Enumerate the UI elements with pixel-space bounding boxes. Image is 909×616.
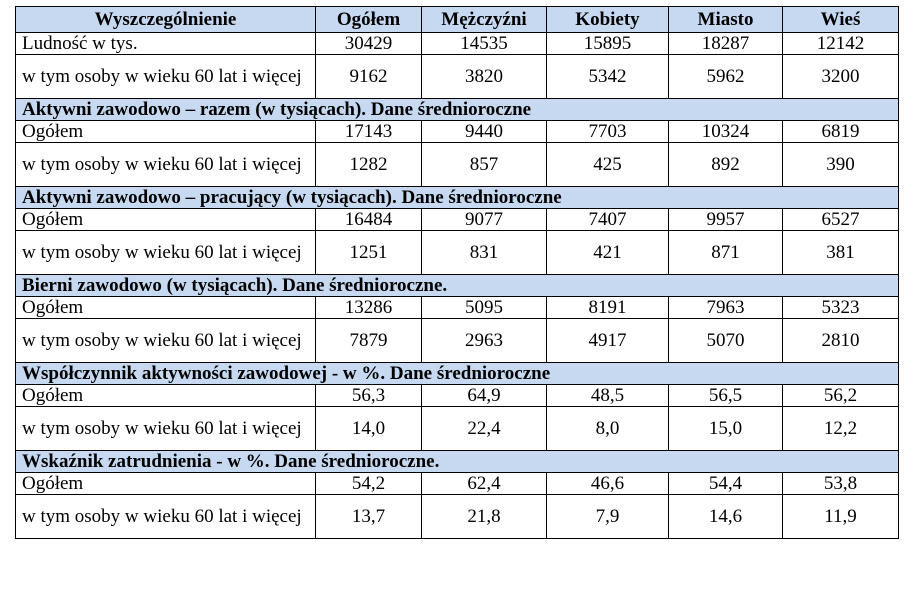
section-title: Wskaźnik zatrudnienia - w %. Dane średnioroczne.: [16, 451, 899, 473]
table-row: [16, 231, 899, 275]
cell-total: 30429: [316, 33, 422, 55]
cell-men: 831: [422, 231, 547, 275]
cell-men: 64,9: [422, 385, 547, 407]
table-row: [16, 143, 899, 187]
row-label: w tym osoby w wieku 60 lat i więcej: [16, 55, 316, 99]
cell-women: 425: [547, 143, 669, 187]
cell-men: 14535: [422, 33, 547, 55]
cell-women: 5342: [547, 55, 669, 99]
cell-village: 11,9: [783, 495, 899, 539]
cell-total: 1282: [316, 143, 422, 187]
header-cell-total: Ogółem: [316, 7, 422, 33]
row-label: w tym osoby w wieku 60 lat i więcej: [16, 231, 316, 275]
cell-village: 6527: [783, 209, 899, 231]
row-label: Ludność w tys.: [16, 33, 316, 55]
header-cell-category: Wyszczególnienie: [16, 7, 316, 33]
cell-women: 421: [547, 231, 669, 275]
cell-men: 62,4: [422, 473, 547, 495]
cell-city: 18287: [669, 33, 783, 55]
header-row: [16, 7, 899, 33]
cell-men: 21,8: [422, 495, 547, 539]
cell-total: 7879: [316, 319, 422, 363]
row-label: Ogółem: [16, 121, 316, 143]
cell-total: 56,3: [316, 385, 422, 407]
cell-village: 12,2: [783, 407, 899, 451]
cell-women: 4917: [547, 319, 669, 363]
table-body: [16, 33, 899, 539]
section-header-row: [16, 275, 899, 297]
row-label: Ogółem: [16, 473, 316, 495]
cell-total: 16484: [316, 209, 422, 231]
cell-women: 7703: [547, 121, 669, 143]
cell-men: 5095: [422, 297, 547, 319]
cell-women: 7407: [547, 209, 669, 231]
cell-city: 7963: [669, 297, 783, 319]
cell-village: 5323: [783, 297, 899, 319]
row-label: Ogółem: [16, 209, 316, 231]
cell-city: 5962: [669, 55, 783, 99]
cell-total: 54,2: [316, 473, 422, 495]
row-label: Ogółem: [16, 297, 316, 319]
cell-village: 381: [783, 231, 899, 275]
cell-men: 9077: [422, 209, 547, 231]
cell-total: 17143: [316, 121, 422, 143]
cell-total: 14,0: [316, 407, 422, 451]
cell-village: 6819: [783, 121, 899, 143]
row-label: Ogółem: [16, 385, 316, 407]
cell-women: 48,5: [547, 385, 669, 407]
table-row: [16, 407, 899, 451]
section-title: Aktywni zawodowo – pracujący (w tysiącach). Dane średnioroczne: [16, 187, 899, 209]
cell-total: 1251: [316, 231, 422, 275]
cell-women: 8,0: [547, 407, 669, 451]
cell-women: 7,9: [547, 495, 669, 539]
cell-men: 3820: [422, 55, 547, 99]
cell-women: 46,6: [547, 473, 669, 495]
cell-city: 871: [669, 231, 783, 275]
row-label: w tym osoby w wieku 60 lat i więcej: [16, 319, 316, 363]
cell-total: 13286: [316, 297, 422, 319]
cell-village: 53,8: [783, 473, 899, 495]
cell-men: 857: [422, 143, 547, 187]
cell-total: 13,7: [316, 495, 422, 539]
section-header-row: [16, 451, 899, 473]
section-header-row: [16, 187, 899, 209]
table-row: [16, 319, 899, 363]
cell-village: 390: [783, 143, 899, 187]
table-row: [16, 209, 899, 231]
header-cell-men: Mężczyźni: [422, 7, 547, 33]
cell-women: 15895: [547, 33, 669, 55]
cell-total: 9162: [316, 55, 422, 99]
cell-city: 9957: [669, 209, 783, 231]
cell-city: 14,6: [669, 495, 783, 539]
row-label: w tym osoby w wieku 60 lat i więcej: [16, 143, 316, 187]
cell-men: 22,4: [422, 407, 547, 451]
cell-village: 3200: [783, 55, 899, 99]
table-row: [16, 33, 899, 55]
table-row: [16, 297, 899, 319]
cell-women: 8191: [547, 297, 669, 319]
section-title: Aktywni zawodowo – razem (w tysiącach). Dane średnioroczne: [16, 99, 899, 121]
cell-city: 10324: [669, 121, 783, 143]
cell-men: 9440: [422, 121, 547, 143]
section-title: Współczynnik aktywności zawodowej - w %. Dane średnioroczne: [16, 363, 899, 385]
cell-village: 12142: [783, 33, 899, 55]
table-row: [16, 473, 899, 495]
cell-city: 892: [669, 143, 783, 187]
table-row: [16, 121, 899, 143]
table-row: [16, 385, 899, 407]
header-cell-women: Kobiety: [547, 7, 669, 33]
cell-city: 56,5: [669, 385, 783, 407]
cell-city: 15,0: [669, 407, 783, 451]
table-row: [16, 495, 899, 539]
cell-village: 2810: [783, 319, 899, 363]
cell-men: 2963: [422, 319, 547, 363]
cell-city: 54,4: [669, 473, 783, 495]
statistics-table: [15, 6, 899, 539]
cell-city: 5070: [669, 319, 783, 363]
row-label: w tym osoby w wieku 60 lat i więcej: [16, 407, 316, 451]
section-header-row: [16, 99, 899, 121]
table-row: [16, 55, 899, 99]
section-header-row: [16, 363, 899, 385]
section-title: Bierni zawodowo (w tysiącach). Dane średnioroczne.: [16, 275, 899, 297]
cell-village: 56,2: [783, 385, 899, 407]
row-label: w tym osoby w wieku 60 lat i więcej: [16, 495, 316, 539]
header-cell-city: Miasto: [669, 7, 783, 33]
header-cell-village: Wieś: [783, 7, 899, 33]
